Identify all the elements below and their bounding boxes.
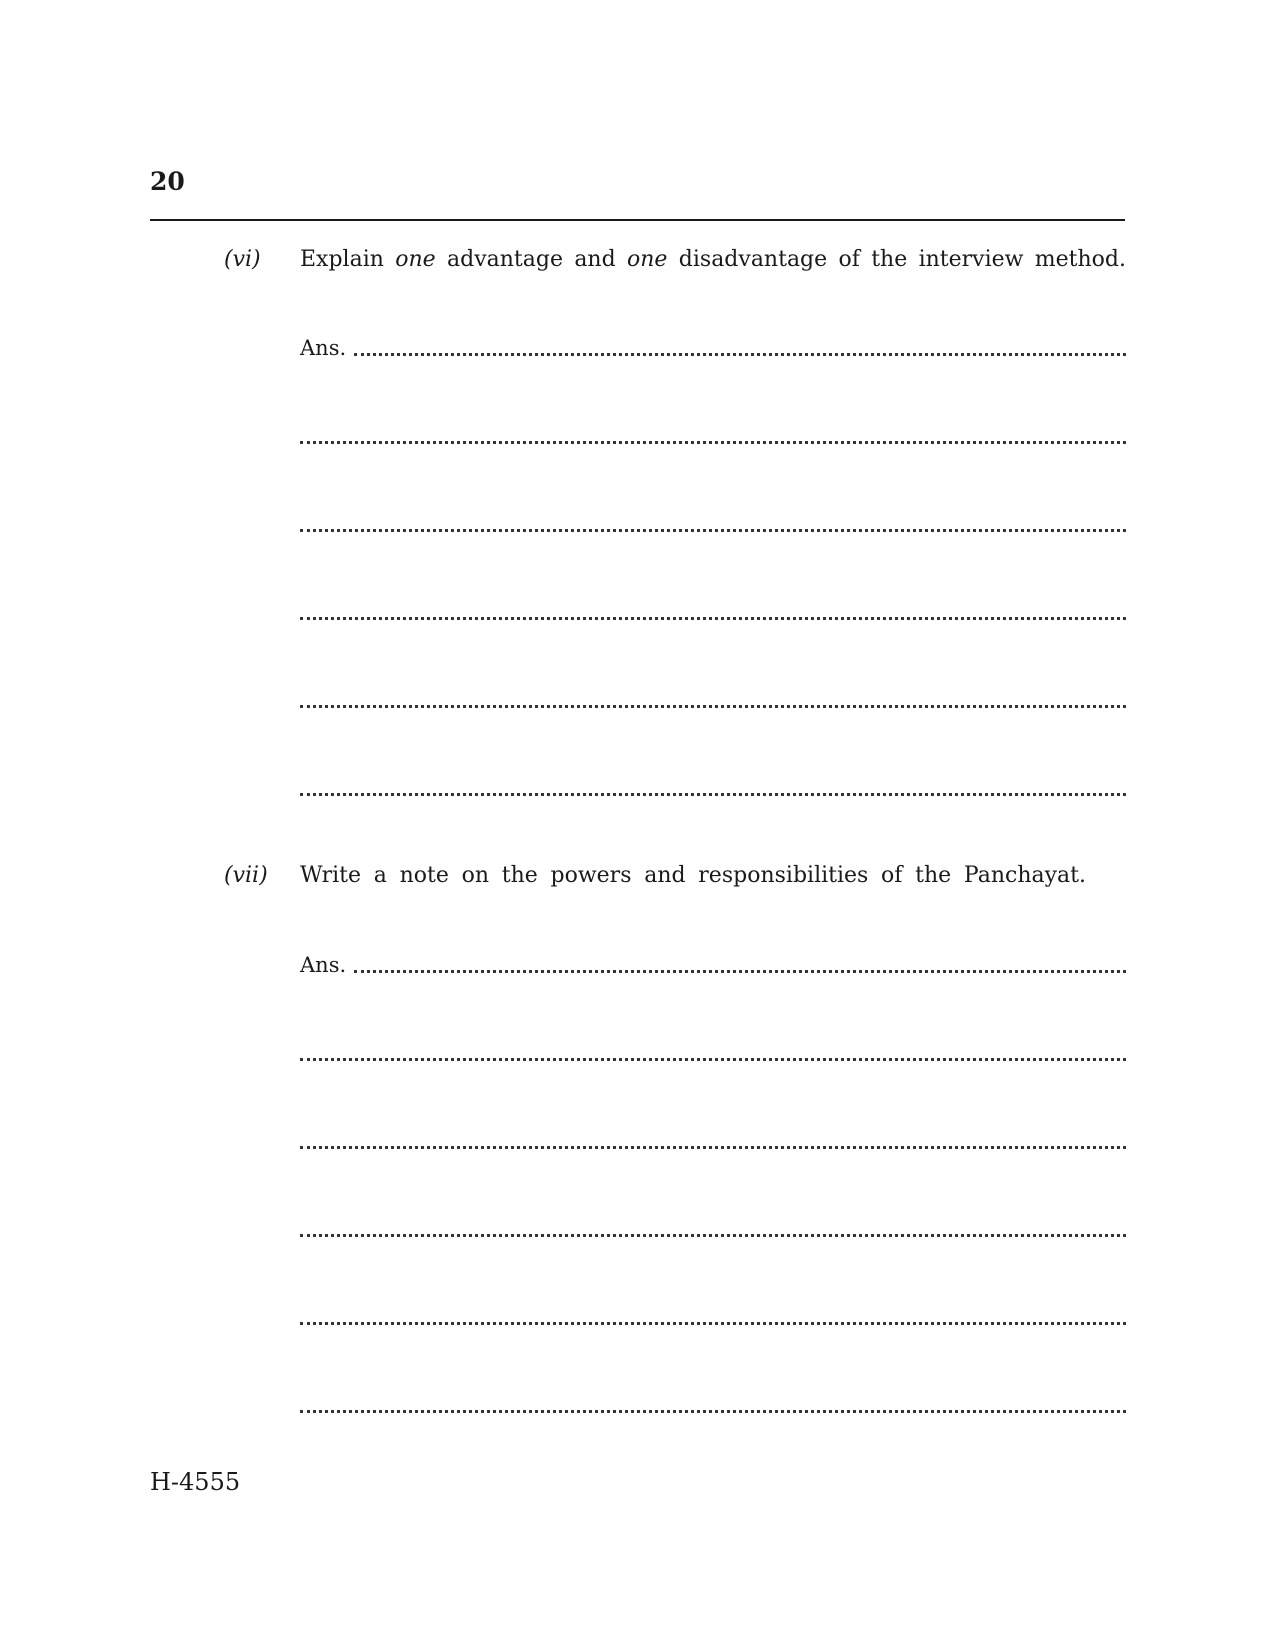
dotted-line xyxy=(300,1234,1126,1237)
answer-line-vii-2[interactable] xyxy=(300,1038,1126,1068)
dotted-line xyxy=(300,617,1126,620)
dotted-line xyxy=(300,1146,1126,1149)
question-vi-text-part: disadvantage of the interview method. xyxy=(667,247,1127,272)
answer-prefix: Ans. xyxy=(300,336,347,360)
answer-prefix: Ans. xyxy=(300,953,347,977)
dotted-line xyxy=(300,1410,1126,1413)
answer-line-vi-2[interactable] xyxy=(300,421,1126,451)
answer-line-vii-5[interactable] xyxy=(300,1302,1126,1332)
dotted-line xyxy=(300,1322,1126,1325)
answer-line-vi-6[interactable] xyxy=(300,773,1126,803)
answer-line-vii-1[interactable] xyxy=(300,950,1126,980)
answer-line-vi-4[interactable] xyxy=(300,597,1126,627)
footer-code: H-4555 xyxy=(150,1468,241,1496)
question-vii-label: (vii) xyxy=(224,863,268,888)
question-vi-emphasis: one xyxy=(395,247,436,272)
question-vi-emphasis: one xyxy=(627,247,668,272)
dotted-line xyxy=(300,1058,1126,1061)
answer-line-vi-3[interactable] xyxy=(300,509,1126,539)
question-vi-text xyxy=(300,245,1126,275)
question-vi-label: (vi) xyxy=(224,247,261,272)
dotted-line xyxy=(354,353,1126,356)
answer-line-vi-5[interactable] xyxy=(300,685,1126,715)
answer-line-vii-3[interactable] xyxy=(300,1126,1126,1156)
page-number: 20 xyxy=(150,167,185,196)
dotted-line xyxy=(300,529,1126,532)
dotted-line xyxy=(300,705,1126,708)
question-vii-text: Write a note on the powers and responsibilities of the Panchayat. xyxy=(300,863,1086,888)
dotted-line xyxy=(354,970,1126,973)
dotted-line xyxy=(300,793,1126,796)
answer-line-vii-4[interactable] xyxy=(300,1214,1126,1244)
question-vi-text-part: advantage and xyxy=(435,247,628,272)
answer-line-vi-1[interactable] xyxy=(300,333,1126,363)
question-vi-text-part: Explain xyxy=(300,247,396,272)
answer-line-vii-6[interactable] xyxy=(300,1390,1126,1420)
header-rule xyxy=(150,219,1125,221)
dotted-line xyxy=(300,441,1126,444)
